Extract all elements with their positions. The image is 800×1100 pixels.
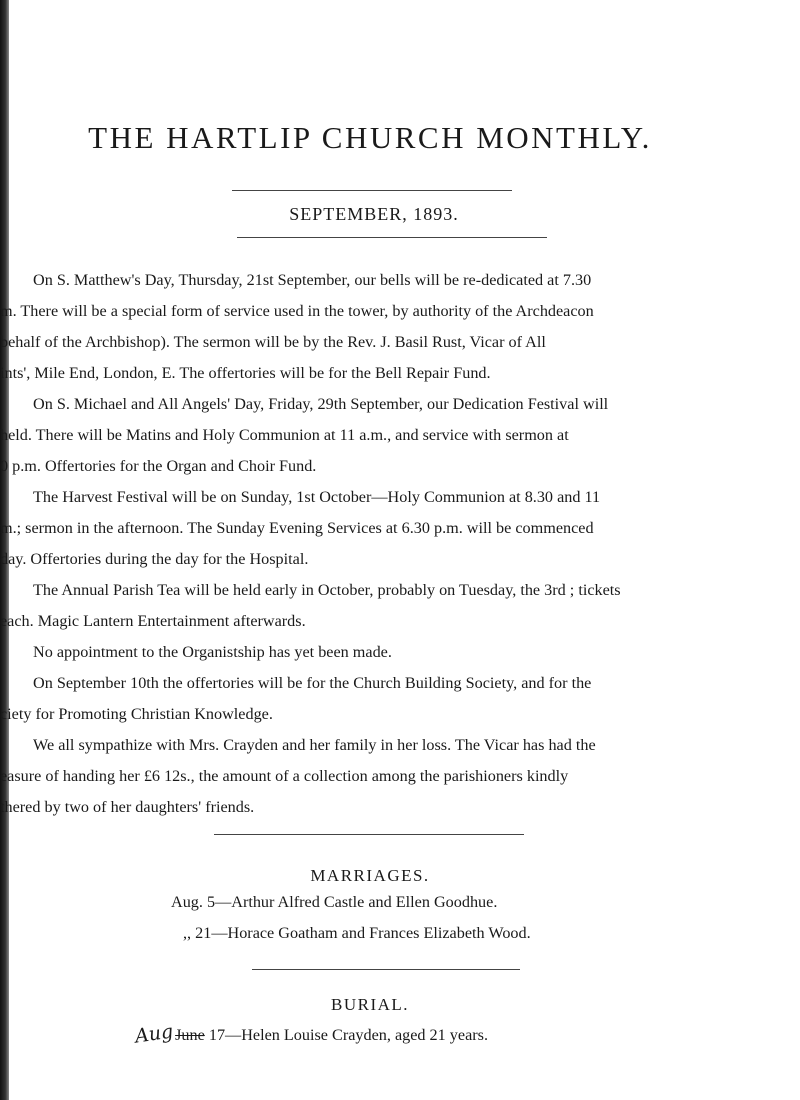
- burial-entry: [133, 1020, 488, 1048]
- struck-out-month: June: [175, 1026, 205, 1044]
- notice-line: ciety for Promoting Christian Knowledge.: [0, 705, 273, 723]
- notice-line: m. There will be a special form of service used in the tower, by authority of the Archdeacon: [0, 302, 594, 320]
- handwritten-correction: Aug: [133, 1020, 175, 1048]
- title-rule-bottom: [237, 237, 547, 238]
- marriages-heading: MARRIAGES.: [310, 866, 430, 885]
- marriage-entry: Aug. 5—Arthur Alfred Castle and Ellen Goodhue.: [171, 893, 498, 911]
- section-divider: [214, 834, 524, 835]
- notice-paragraph: The Harvest Festival will be on Sunday, 1st October—Holy Communion at 8.30 and 11: [33, 488, 601, 506]
- notices-body: [0, 265, 762, 823]
- notice-line: thered by two of her daughters' friends.: [0, 798, 255, 816]
- title-rule-top: [232, 190, 512, 191]
- notice-paragraph: On September 10th the offertories will be for the Church Building Society, and for the: [33, 674, 592, 692]
- notice-line: easure of handing her £6 12s., the amount of a collection among the parishioners kindly: [0, 767, 569, 785]
- marriage-entry: ,, 21—Horace Goatham and Frances Elizabeth Wood.: [183, 924, 531, 942]
- notice-line: day. Offertories during the day for the Hospital.: [0, 550, 309, 568]
- issue-date: SEPTEMBER, 1893.: [289, 204, 459, 224]
- page-title: THE HARTLIP CHURCH MONTHLY.: [88, 120, 652, 155]
- notice-line: m.; sermon in the afternoon. The Sunday Evening Services at 6.30 p.m. will be commenced: [0, 519, 594, 537]
- burial-heading: BURIAL.: [330, 995, 410, 1014]
- notice-paragraph: The Annual Parish Tea will be held early in October, probably on Tuesday, the 3rd ; tickets: [33, 581, 621, 599]
- notice-paragraph: On S. Matthew's Day, Thursday, 21st September, our bells will be re-dedicated at 7.30: [33, 271, 592, 289]
- burial-entry-text: 17—Helen Louise Crayden, aged 21 years.: [204, 1026, 488, 1044]
- notice-line: 0 p.m. Offertories for the Organ and Choir Fund.: [0, 457, 317, 475]
- notice-paragraph: On S. Michael and All Angels' Day, Friday, 29th September, our Dedication Festival will: [33, 395, 609, 413]
- notice-line: held. There will be Matins and Holy Communion at 11 a.m., and service with sermon at: [0, 426, 569, 444]
- section-divider: [252, 969, 520, 970]
- notice-paragraph: We all sympathize with Mrs. Crayden and her family in her loss. The Vicar has had the: [33, 736, 596, 754]
- notice-line: ints', Mile End, London, E. The offertories will be for the Bell Repair Fund.: [0, 364, 491, 382]
- notice-line: each. Magic Lantern Entertainment afterwards.: [0, 612, 306, 630]
- notice-paragraph: No appointment to the Organistship has yet been made.: [33, 643, 392, 661]
- notice-line: behalf of the Archbishop). The sermon will be by the Rev. J. Basil Rust, Vicar of All: [0, 333, 546, 351]
